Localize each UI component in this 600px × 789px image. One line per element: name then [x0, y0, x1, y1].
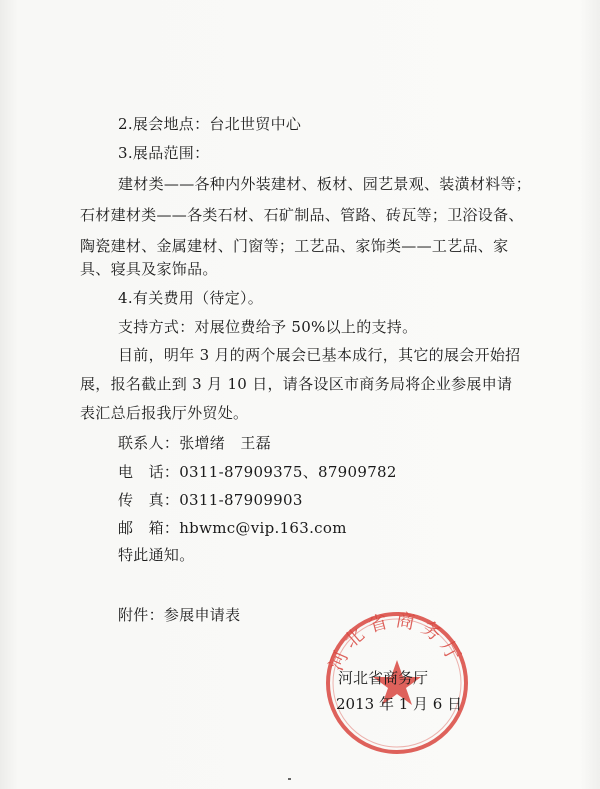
status-line-2: 展，报名截止到 3 月 10 日，请各设区市商务局将企业参展申请	[80, 375, 513, 393]
scope-line-3: 陶瓷建材、金属建材、门窗等；工艺品、家饰类——工艺品、家	[80, 237, 509, 255]
seal-text: 河北省商务厅	[325, 608, 468, 675]
contact-people-value: 张增绪 王磊	[179, 434, 272, 452]
contact-fax-value: 0311-87909903	[179, 491, 303, 509]
contact-fax-label: 传 真：	[118, 491, 180, 509]
contact-people-row	[118, 433, 271, 453]
attachment-line: 附件：参展申请表	[118, 606, 241, 624]
fees-line: 4.有关费用（待定）。	[118, 289, 264, 307]
scope-line-4: 具、寝具及家饰品。	[80, 260, 218, 278]
support-line: 支持方式：对展位费给予 50%以上的支持。	[118, 318, 418, 336]
scope-line-1: 建材类——各种内外装建材、板材、园艺景观、装潢材料等；	[118, 175, 532, 193]
contact-email-label: 邮 箱：	[118, 519, 180, 537]
contact-phone-row	[118, 462, 397, 482]
status-line-1: 目前，明年 3 月的两个展会已基本成行，其它的展会开始招	[118, 346, 521, 364]
contact-phone-value: 0311-87909375、87909782	[179, 463, 397, 481]
scope-line-2: 石材建材类——各类石材、石矿制品、管路、砖瓦等；卫浴设备、	[80, 206, 524, 224]
status-line-3: 表汇总后报我厅外贸处。	[80, 404, 249, 422]
contact-phone-label: 电 话：	[118, 463, 180, 481]
contact-email-value: hbwmc@vip.163.com	[179, 519, 347, 537]
venue-line: 2.展会地点：台北世贸中心	[118, 115, 302, 133]
contact-email-row	[118, 518, 347, 538]
issue-date: 2013 年 1 月 6 日	[336, 695, 463, 713]
closing-line: 特此通知。	[118, 546, 195, 564]
page-mark	[288, 778, 291, 780]
issuer-name: 河北省商务厅	[338, 669, 429, 687]
scope-heading: 3.展品范围：	[118, 144, 210, 162]
contact-people-label: 联系人：	[118, 434, 180, 452]
contact-fax-row	[118, 490, 303, 510]
